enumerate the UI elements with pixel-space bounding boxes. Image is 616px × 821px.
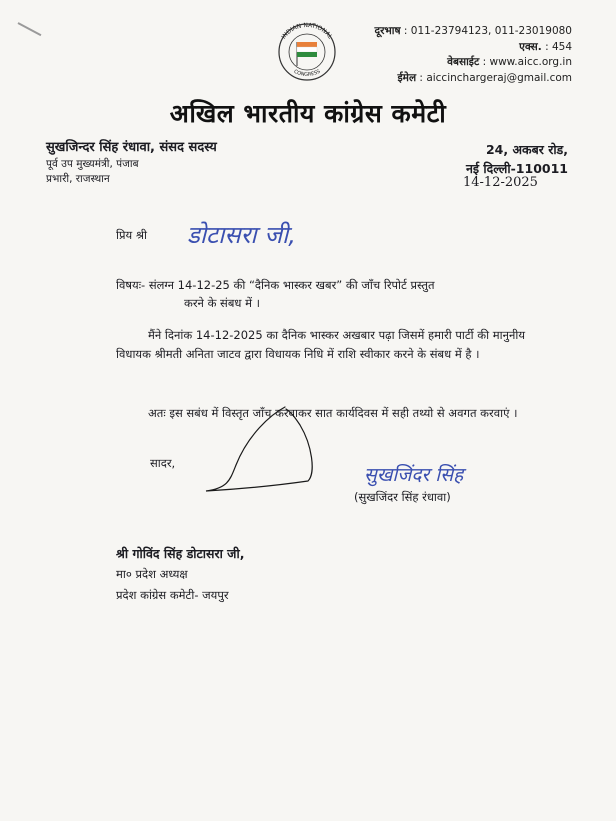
phone-row: दूरभाष : 011-23794123, 011-23019080: [374, 25, 572, 37]
ext-label: एक्स.: [519, 40, 542, 53]
signature-text: सुखजिंदर सिंह: [364, 464, 464, 486]
subject-line: [116, 276, 536, 312]
salutation: प्रिय श्री: [116, 228, 147, 242]
subject-line-2: करने के संबध में ।: [184, 296, 261, 310]
logo-upper-text: INDIAN NATIONAL: [280, 22, 334, 41]
email-value: aiccinchargeraj@gmail.com: [426, 71, 572, 84]
email-row: ईमेल : aiccinchargeraj@gmail.com: [397, 71, 572, 84]
website-value: www.aicc.org.in: [489, 56, 572, 68]
ext-value: 454: [551, 40, 572, 53]
sender-designation-2: प्रभारी, राजस्थान: [46, 173, 110, 185]
sender-name: सुखजिन्दर सिंह रंधावा, संसद सदस्य: [46, 140, 217, 155]
page-corner-mark: [18, 22, 42, 36]
ext-row: एक्स. : 454: [519, 40, 572, 53]
sender-designation-1: पूर्व उप मुख्यमंत्री, पंजाब: [46, 158, 139, 170]
signatory-name: (सुखजिंदर सिंह रंधावा): [354, 490, 451, 504]
address-line-1: 24, अकबर रोड,: [485, 142, 568, 157]
closing-regards: सादर,: [150, 456, 176, 470]
recipient-block: [116, 543, 244, 606]
body-paragraph-2: अतः इस सबंध में विस्तृत जाँच करवाकर सात कार्यदिवस में सही तथ्यो से अवगत करवाएं ।: [148, 406, 518, 420]
address-line-2: नई दिल्ली-110011: [465, 161, 568, 176]
letterhead-title: अखिल भारतीय कांग्रेस कमेटी: [169, 99, 447, 128]
website-row: वेबसाईट : www.aicc.org.in: [447, 56, 572, 68]
phone-label: दूरभाष: [374, 25, 401, 37]
handwritten-recipient-name: [185, 213, 335, 253]
phone-value: 011-23794123, 011-23019080: [410, 25, 572, 37]
subject-line-1: विषयः- संलग्न 14-12-25 की “दैनिक भास्कर खबर” की जाँच रिपोर्ट प्रस्तुत: [116, 278, 435, 292]
sender-address: [466, 140, 568, 178]
body-paragraph-1: मैंने दिनांक 14-12-2025 का दैनिक भास्कर अखबार पढ़ा जिसमें हमारी पार्टी की मानुनीय विधायक श्रीमती अनिता जाटव द्वारा विधायक निधि में राशि स्वीकार करने के संबध में है ।: [116, 328, 526, 361]
recipient-name: श्री गोविंद सिंह डोटासरा जी,: [116, 546, 245, 561]
email-label: ईमेल: [397, 71, 417, 84]
congress-logo: [270, 22, 344, 82]
ink-scribble: [200, 385, 330, 500]
sender-block: [46, 139, 217, 187]
letter-date: 14-12-2025: [463, 175, 538, 190]
logo-lower-text: CONGRESS: [292, 68, 322, 78]
handwritten-name-text: डोटासरा जी,: [187, 221, 296, 249]
contact-details: [375, 24, 573, 86]
svg-text:INDIAN NATIONAL: [280, 22, 334, 41]
recipient-office: प्रदेश कांग्रेस कमेटी- जयपुर: [116, 588, 229, 602]
recipient-designation: मा० प्रदेश अध्यक्ष: [116, 567, 188, 581]
website-label: वेबसाईट: [447, 56, 480, 68]
